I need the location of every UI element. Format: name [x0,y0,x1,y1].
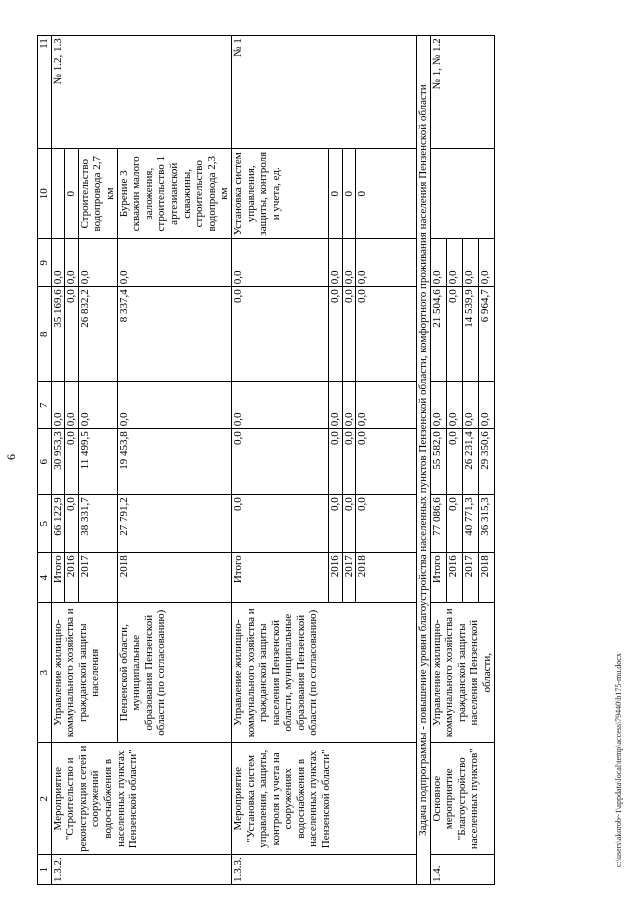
value-cell: 0,0 [328,429,342,495]
value-cell: 0,0 [356,429,417,495]
executor [231,603,416,743]
value-cell: 8 337,4 [117,287,231,382]
value-cell: 55 582,0 [430,429,446,495]
value-cell: 0,0 [342,382,356,429]
table-row [231,36,328,885]
value-cell: 26 231,4 [462,429,478,495]
executor: Управление жилищно-коммунального хозяйства и гражданской защиты населения [51,603,117,743]
value-cell: 40 771,3 [462,495,478,553]
value-cell: 0,0 [342,287,356,382]
reference-cell: № 1, № 1.2 [430,36,494,149]
executor-line: Пензенской области, муниципальные образования Пензенской области (по согласованию) [269,609,320,736]
value-cell: 26 832,2 [78,287,117,382]
value-cell: 38 331,7 [78,495,117,553]
value-cell: 36 315,3 [478,495,494,553]
year-cell: 2018 [356,553,417,603]
value-cell: 0,0 [342,495,356,553]
executor [430,603,494,743]
header-cell: 8 [38,287,52,382]
year-cell: 2017 [342,553,356,603]
value-cell: 0,0 [342,429,356,495]
value-cell: 0,0 [78,382,117,429]
value-cell: 0,0 [342,239,356,287]
value-cell: 66 122,9 [51,495,65,553]
value-cell: 30 953,3 [51,429,65,495]
value-cell: 0,0 [117,382,231,429]
value-cell: 77 086,6 [430,495,446,553]
header-cell: 3 [38,603,52,743]
indicator-cell [430,149,494,239]
value-cell: 0,0 [328,495,342,553]
value-cell: 21 504,6 [430,287,446,382]
year-cell: 2018 [478,553,494,603]
program-table [37,35,495,885]
header-cell: 6 [38,429,52,495]
header-cell: 7 [38,382,52,429]
row-number: 1.3.3. [231,855,416,885]
value-cell: 0,0 [231,495,328,553]
value-cell: 0,0 [446,495,462,553]
value-cell: 0,0 [446,429,462,495]
header-cell: 2 [38,743,52,855]
table-row [51,36,65,885]
subprogram-task: Задача подпрограммы - повышение уровня благоустройства населенных пунктов Пензенской области, комфортного проживания населения Пензенской области [417,36,431,885]
executor: Пензенской области, муниципальные образования Пензенской области (по согласованию) [117,603,231,743]
value-cell: 0,0 [430,239,446,287]
indicator-cell: 0 [328,149,342,239]
value-cell: 0,0 [430,382,446,429]
reference-cell: № 1.2, 1.3 [51,36,231,149]
year-cell: Итого [231,553,328,603]
value-cell: 0,0 [462,382,478,429]
table-row [430,36,446,885]
value-cell: 0,0 [65,287,79,382]
executor-line: Управление жилищно-коммунального хозяйства и гражданской защиты населения [231,608,282,738]
value-cell: 0,0 [328,287,342,382]
value-cell: 0,0 [117,239,231,287]
indicator-cell: 0 [342,149,356,239]
value-cell: 0,0 [328,382,342,429]
value-cell: 0,0 [78,239,117,287]
value-cell: 0,0 [478,382,494,429]
value-cell: 0,0 [356,382,417,429]
year-cell: 2016 [65,553,79,603]
value-cell: 0,0 [51,382,65,429]
measure-name: Мероприятие "Установка систем управления, защиты, контроля и учета на сооружениях водоснабжения в населенных пунктах Пензенской области" [231,743,416,855]
indicator-cell: Строительство водопровода 2,7 км [78,149,117,239]
year-cell: Итого [430,553,446,603]
header-cell: 1 [38,855,52,885]
year-cell: 2018 [117,553,231,603]
value-cell: 0,0 [478,239,494,287]
value-cell: 0,0 [356,495,417,553]
measure-name: Мероприятие "Строительство и реконструкция сетей и сооружений водоснабжения в населенных пунктах Пензенской области" [51,743,231,855]
indicator-cell: Установка систем управления, защиты, контроля и учета, ед. [231,149,328,239]
task-row [417,36,431,885]
value-cell: 11 499,5 [78,429,117,495]
value-cell: 0,0 [231,287,328,382]
indicator-cell: 0 [356,149,417,239]
year-cell: 2017 [78,553,117,603]
header-cell: 10 [38,149,52,239]
value-cell: 0,0 [65,495,79,553]
value-cell: 0,0 [446,382,462,429]
year-cell: 2016 [446,553,462,603]
year-cell: Итого [51,553,65,603]
executor-line: Управление жилищно-коммунального хозяйства и гражданской защиты населения [430,608,481,738]
value-cell: 19 453,8 [117,429,231,495]
value-cell: 0,0 [356,239,417,287]
row-number: 1.3.2. [51,855,231,885]
value-cell: 14 539,9 [462,287,478,382]
value-cell: 0,0 [231,429,328,495]
value-cell: 0,0 [65,429,79,495]
reference-cell: № 1 [231,36,416,149]
year-cell: 2017 [462,553,478,603]
value-cell: 0,0 [65,239,79,287]
header-cell: 5 [38,495,52,553]
indicator-cell [51,149,65,239]
value-cell: 0,0 [446,239,462,287]
header-cell: 11 [38,36,52,149]
indicator-cell: 0 [65,149,79,239]
page-number: 6 [4,454,18,460]
header-cell: 9 [38,239,52,287]
row-number: 1.4. [430,855,494,885]
measure-name: Основное мероприятие "Благоустройство населенных пунктов" [430,743,494,855]
value-cell: 0,0 [231,239,328,287]
value-cell: 0,0 [231,382,328,429]
value-cell: 0,0 [328,239,342,287]
value-cell: 6 964,7 [478,287,494,382]
value-cell: 0,0 [51,239,65,287]
footer-file-path: c:\users\akorob~1\appdata\local\temp\access\79440\b175-mu.docx [614,653,623,867]
value-cell: 29 350,6 [478,429,494,495]
value-cell: 0,0 [65,382,79,429]
value-cell: 27 791,2 [117,495,231,553]
executor-line: Пензенской области, [468,620,494,693]
value-cell: 0,0 [462,239,478,287]
value-cell: 0,0 [446,287,462,382]
header-row [38,36,52,885]
value-cell: 35 169,6 [51,287,65,382]
value-cell: 0,0 [356,287,417,382]
indicator-cell: Бурение 3 скважин малого заложения, строительство 1 артезианской скважины, строительство водопровода 2,3 км [117,149,231,239]
year-cell: 2016 [328,553,342,603]
header-cell: 4 [38,553,52,603]
